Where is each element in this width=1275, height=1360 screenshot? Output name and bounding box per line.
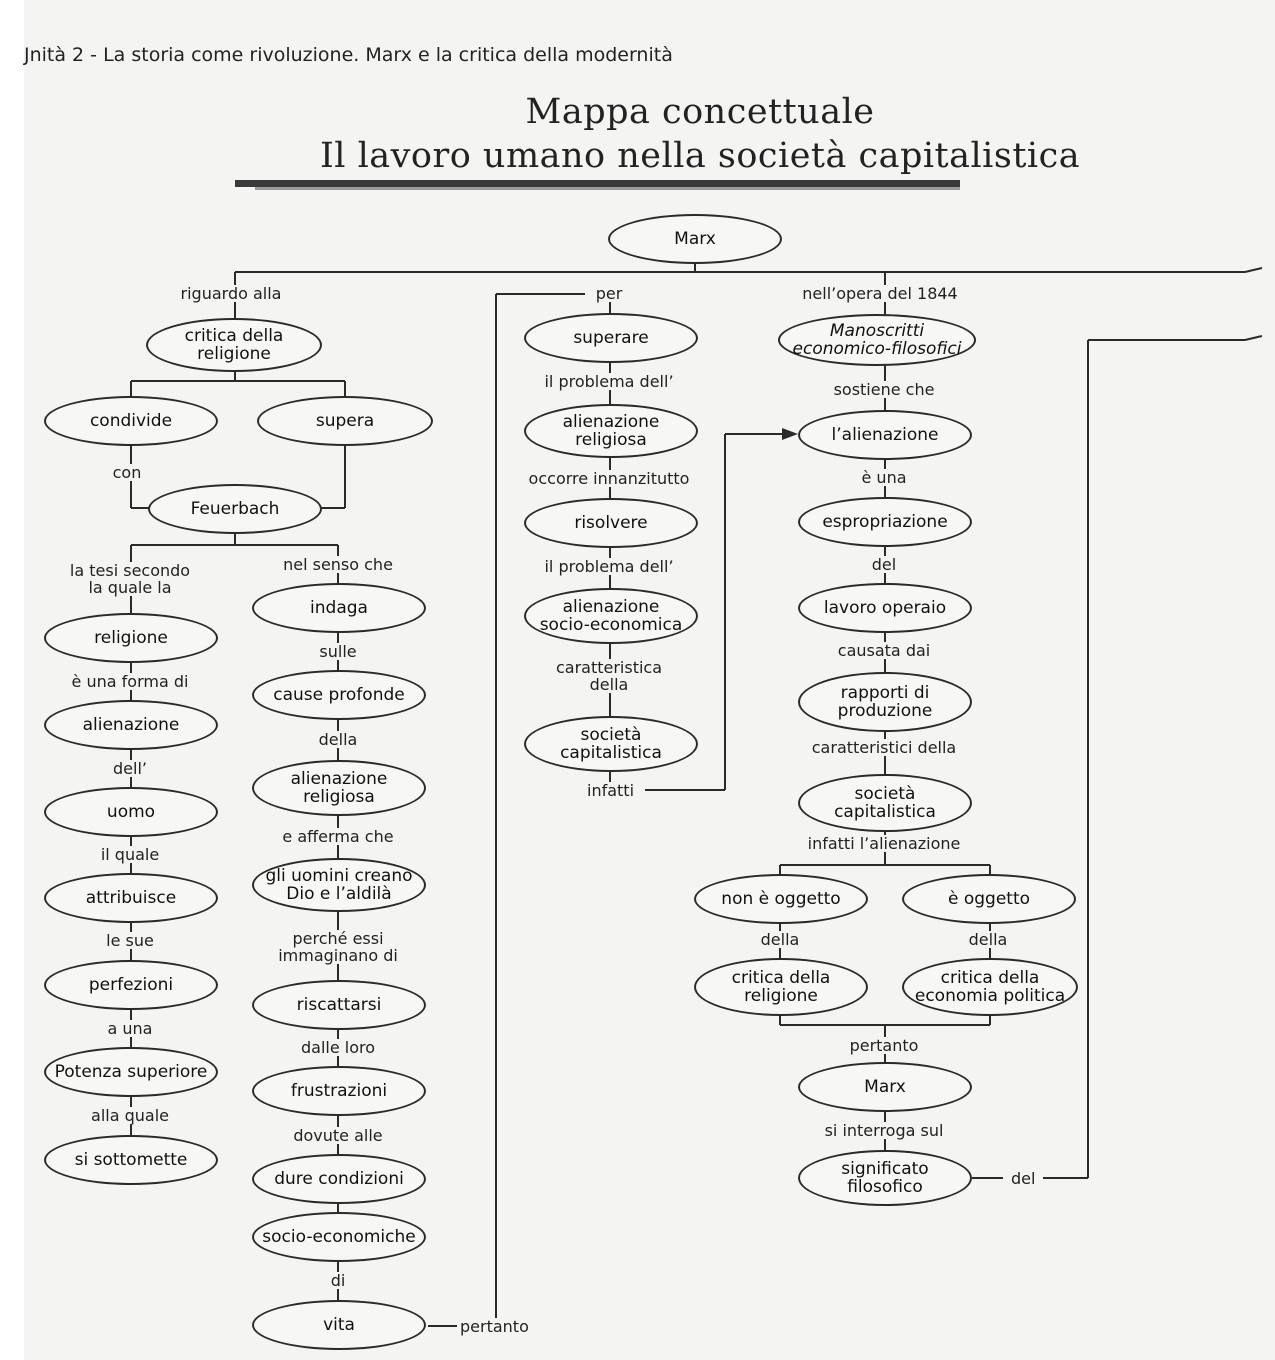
node-attribuisce: attribuisce: [44, 873, 218, 923]
label-infatti-alienazione: infatti l’alienazione: [805, 835, 964, 852]
node-dure-condizioni: dure condizioni: [252, 1154, 426, 1204]
label-afferma-che: e afferma che: [279, 828, 396, 845]
label-riguardo-alla: riguardo alla: [178, 285, 285, 302]
chapter-header: Jnità 2 - La storia come rivoluzione. Marx e la critica della modernità: [24, 44, 673, 66]
node-critica-religione-2: critica della religione: [694, 958, 868, 1016]
label-dalle-loro: dalle loro: [298, 1039, 378, 1056]
label-alla-quale: alla quale: [88, 1107, 172, 1124]
label-tesi: la tesi secondo la quale la: [67, 562, 193, 596]
label-problema-dell-1: il problema dell’: [541, 373, 676, 390]
node-alienazione-religiosa: alienazione religiosa: [252, 760, 426, 816]
label-del-b: del: [1008, 1170, 1038, 1187]
label-opera-1844: nell’opera del 1844: [799, 285, 960, 302]
node-l-alienazione: l’alienazione: [798, 410, 972, 460]
node-non-e-oggetto: non è oggetto: [694, 874, 868, 924]
node-indaga: indaga: [252, 583, 426, 633]
node-alienazione-religiosa-2: alienazione religiosa: [524, 404, 698, 458]
label-il-quale: il quale: [98, 846, 162, 863]
node-perfezioni: perfezioni: [44, 960, 218, 1010]
label-perche-essi: perché essi immaginano di: [275, 930, 401, 964]
node-risolvere: risolvere: [524, 498, 698, 548]
node-frustrazioni: frustrazioni: [252, 1066, 426, 1116]
node-condivide: condivide: [44, 396, 218, 446]
label-le-sue: le sue: [103, 932, 157, 949]
node-rapporti-produzione: rapporti di produzione: [798, 672, 972, 732]
map-title: Mappa concettuale: [525, 92, 875, 132]
label-del: del: [869, 556, 899, 573]
node-lavoro-operaio: lavoro operaio: [798, 583, 972, 633]
label-di: di: [328, 1272, 349, 1289]
node-manoscritti: Manoscritti economico-filosofici: [778, 314, 976, 366]
node-espropriazione: espropriazione: [798, 497, 972, 547]
label-sostiene-che: sostiene che: [831, 381, 938, 398]
label-dell: dell’: [110, 760, 150, 777]
label-caratteristica: caratteristica della: [553, 659, 665, 693]
label-a-una: a una: [105, 1020, 156, 1037]
label-dovute-alle: dovute alle: [290, 1127, 385, 1144]
node-uomini-creano: gli uomini creano Dio e l’aldilà: [252, 858, 426, 912]
label-e-una: è una: [858, 469, 909, 486]
node-cause-profonde: cause profonde: [252, 670, 426, 720]
node-marx-top: Marx: [608, 214, 782, 264]
map-subtitle: Il lavoro umano nella società capitalistica: [319, 136, 1081, 176]
node-marx-2: Marx: [798, 1062, 972, 1112]
node-alienazione: alienazione: [44, 700, 218, 750]
label-problema-dell-2: il problema dell’: [541, 558, 676, 575]
node-religione: religione: [44, 613, 218, 663]
node-potenza-superiore: Potenza superiore: [44, 1047, 218, 1097]
node-si-sottomette: si sottomette: [44, 1135, 218, 1185]
label-pertanto: pertanto: [457, 1318, 532, 1335]
label-della: della: [316, 731, 361, 748]
node-vita: vita: [252, 1300, 426, 1350]
label-causata-dai: causata dai: [835, 642, 933, 659]
node-critica-economia-politica: critica della economia politica: [902, 958, 1078, 1016]
label-pertanto-b: pertanto: [847, 1037, 922, 1054]
node-uomo: uomo: [44, 787, 218, 837]
node-superare: superare: [524, 313, 698, 363]
node-societa-capitalistica-2: società capitalistica: [798, 774, 972, 832]
label-si-interroga: si interroga sul: [822, 1122, 947, 1139]
label-forma-di: è una forma di: [69, 673, 192, 690]
node-significato-filosofico: significato filosofico: [798, 1150, 972, 1206]
label-con: con: [110, 464, 145, 481]
label-sulle: sulle: [316, 643, 359, 660]
node-socio-economiche: socio-economiche: [252, 1212, 426, 1262]
node-riscattarsi: riscattarsi: [252, 980, 426, 1030]
label-per: per: [593, 285, 626, 302]
label-della-c: della: [966, 931, 1011, 948]
node-critica-religione: critica della religione: [146, 318, 322, 372]
node-feuerbach: Feuerbach: [148, 484, 322, 534]
label-caratteristici: caratteristici della: [809, 739, 959, 756]
node-e-oggetto: è oggetto: [902, 874, 1076, 924]
label-infatti: infatti: [584, 782, 637, 799]
label-occorre: occorre innanzitutto: [526, 470, 693, 487]
node-supera: supera: [257, 396, 433, 446]
label-della-b: della: [758, 931, 803, 948]
node-societa-capitalistica: società capitalistica: [524, 716, 698, 772]
node-alienazione-socio-economica: alienazione socio-economica: [524, 588, 698, 644]
label-nel-senso-che: nel senso che: [280, 556, 396, 573]
